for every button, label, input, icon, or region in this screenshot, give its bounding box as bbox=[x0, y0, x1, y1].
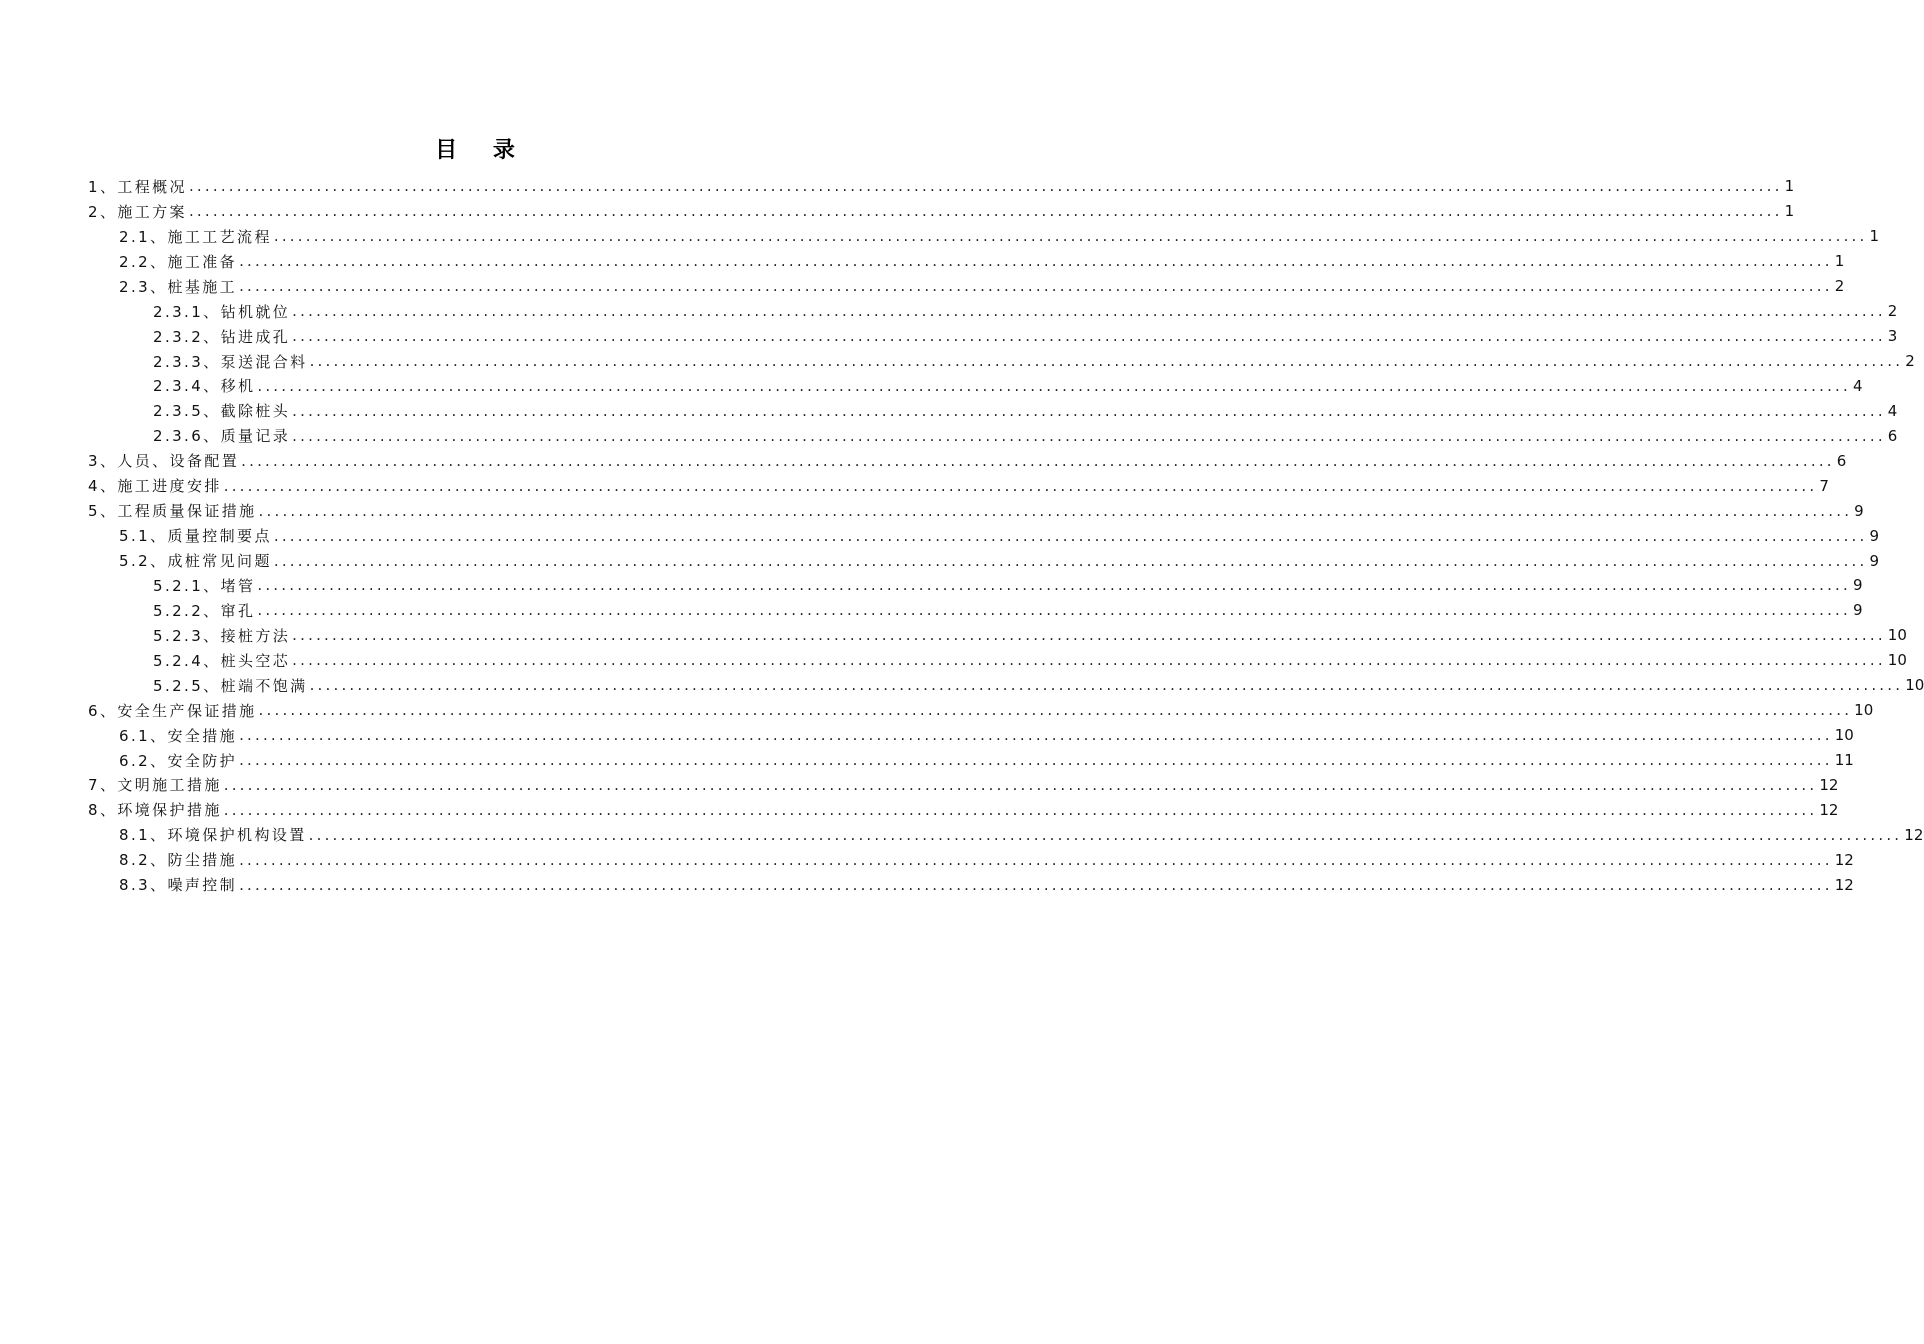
toc-entry[interactable] bbox=[0, 822, 1924, 847]
toc-entry[interactable] bbox=[0, 473, 1829, 498]
toc-title: 目 录 bbox=[435, 138, 529, 163]
toc-dot-leader: ........................................................................................................................................................................................................ bbox=[292, 626, 1886, 645]
toc-dot-leader: ........................................................................................................................................................................................................ bbox=[241, 451, 1835, 470]
toc-entry[interactable] bbox=[0, 299, 1898, 324]
toc-entry[interactable] bbox=[0, 448, 1847, 473]
toc-entry-label: 8.3、噪声控制 bbox=[119, 876, 238, 895]
toc-entry-label: 4、施工进度安排 bbox=[88, 477, 222, 496]
toc-entry[interactable] bbox=[0, 648, 1907, 673]
toc-entry-page-number: 2 bbox=[1834, 277, 1845, 296]
toc-entry[interactable] bbox=[0, 498, 1864, 523]
toc-entry-page-number: 10 bbox=[1905, 676, 1924, 695]
toc-entry-label: 5.2.1、堵管 bbox=[153, 576, 256, 595]
toc-dot-leader: ........................................................................................................................................................................................................ bbox=[223, 775, 1818, 794]
toc-entry-label: 8.1、环境保护机构设置 bbox=[119, 826, 307, 845]
toc-entry-label: 3、人员、设备配置 bbox=[88, 452, 240, 471]
toc-dot-leader: ........................................................................................................................................................................................................ bbox=[273, 526, 1868, 545]
toc-entry[interactable] bbox=[0, 573, 1863, 598]
toc-entry-page-number: 4 bbox=[1887, 401, 1898, 420]
toc-entry[interactable] bbox=[0, 773, 1839, 798]
toc-entry-label: 5.1、质量控制要点 bbox=[119, 527, 272, 546]
toc-entry[interactable] bbox=[0, 349, 1915, 374]
toc-entry[interactable] bbox=[0, 723, 1854, 748]
toc-entry-label: 2.3.2、钻进成孔 bbox=[153, 327, 291, 346]
toc-dot-leader: ........................................................................................................................................................................................................ bbox=[239, 875, 1833, 894]
toc-entry-label: 5、工程质量保证措施 bbox=[88, 502, 257, 521]
toc-entry-page-number: 11 bbox=[1834, 751, 1854, 770]
toc-entry-label: 5.2.2、窜孔 bbox=[153, 601, 256, 620]
toc-entry[interactable] bbox=[0, 398, 1898, 423]
toc-entry-page-number: 6 bbox=[1887, 426, 1898, 445]
toc-entry[interactable] bbox=[0, 174, 1795, 199]
toc-entry-page-number: 4 bbox=[1853, 376, 1863, 395]
toc-entry[interactable] bbox=[0, 623, 1907, 648]
toc-entry[interactable] bbox=[0, 797, 1839, 822]
toc-entry-label: 2、施工方案 bbox=[88, 202, 187, 221]
toc-entry[interactable] bbox=[0, 199, 1795, 224]
toc-entry-page-number: 1 bbox=[1784, 177, 1795, 196]
toc-dot-leader: ........................................................................................................................................................................................................ bbox=[223, 800, 1818, 819]
toc-dot-leader: ........................................................................................................................................................................................................ bbox=[258, 501, 1853, 520]
toc-entry[interactable] bbox=[0, 374, 1863, 399]
toc-entry-label: 5.2.4、桩头空芯 bbox=[153, 651, 291, 670]
toc-entry-page-number: 10 bbox=[1887, 651, 1907, 670]
toc-dot-leader: ........................................................................................................................................................................................................ bbox=[188, 202, 1783, 221]
toc-dot-leader: ........................................................................................................................................................................................................ bbox=[309, 352, 1904, 371]
toc-entry-page-number: 9 bbox=[1853, 576, 1863, 595]
toc-entry-label: 2.2、施工准备 bbox=[119, 252, 238, 271]
toc-entry[interactable] bbox=[0, 249, 1845, 274]
toc-entry-page-number: 12 bbox=[1819, 800, 1839, 819]
toc-dot-leader: ........................................................................................................................................................................................................ bbox=[239, 277, 1833, 296]
toc-entry-label: 6.2、安全防护 bbox=[119, 751, 238, 770]
toc-entry-page-number: 12 bbox=[1819, 775, 1839, 794]
toc-entry-page-number: 3 bbox=[1887, 327, 1898, 346]
toc-entry-page-number: 7 bbox=[1819, 476, 1829, 495]
toc-entry-label: 2.3、桩基施工 bbox=[119, 277, 238, 296]
toc-entry-page-number: 2 bbox=[1887, 302, 1898, 321]
toc-dot-leader: ........................................................................................................................................................................................................ bbox=[257, 376, 1851, 395]
toc-entry-page-number: 12 bbox=[1904, 825, 1924, 844]
toc-entry[interactable] bbox=[0, 423, 1898, 448]
toc-entry-label: 2.3.4、移机 bbox=[153, 377, 256, 396]
toc-entry[interactable] bbox=[0, 847, 1854, 872]
toc-entry-page-number: 10 bbox=[1854, 701, 1874, 720]
toc-entry-page-number: 2 bbox=[1905, 352, 1915, 371]
toc-entry-label: 7、文明施工措施 bbox=[88, 776, 222, 795]
toc-entry-page-number: 12 bbox=[1834, 875, 1854, 894]
toc-entry[interactable] bbox=[0, 274, 1845, 299]
toc-dot-leader: ........................................................................................................................................................................................................ bbox=[273, 227, 1868, 246]
toc-entry[interactable] bbox=[0, 598, 1863, 623]
toc-entry-label: 6.1、安全措施 bbox=[119, 726, 238, 745]
toc-entry-page-number: 1 bbox=[1834, 252, 1845, 271]
toc-entry[interactable] bbox=[0, 872, 1854, 897]
toc-entry-label: 5.2.5、桩端不饱满 bbox=[153, 676, 308, 695]
toc-entry[interactable] bbox=[0, 748, 1854, 773]
toc-entry-label: 2.3.3、泵送混合料 bbox=[153, 352, 308, 371]
toc-entry-label: 1、工程概况 bbox=[88, 177, 187, 196]
toc-entry[interactable] bbox=[0, 523, 1880, 548]
toc-entry-page-number: 9 bbox=[1869, 526, 1880, 545]
toc-dot-leader: ........................................................................................................................................................................................................ bbox=[308, 825, 1903, 844]
toc-dot-leader: ........................................................................................................................................................................................................ bbox=[239, 850, 1833, 869]
toc-dot-leader: ........................................................................................................................................................................................................ bbox=[292, 302, 1886, 321]
toc-entry-page-number: 1 bbox=[1784, 202, 1795, 221]
toc-entry-label: 2.1、施工工艺流程 bbox=[119, 227, 272, 246]
toc-dot-leader: ........................................................................................................................................................................................................ bbox=[292, 401, 1886, 420]
toc-dot-leader: ........................................................................................................................................................................................................ bbox=[257, 576, 1851, 595]
toc-entry[interactable] bbox=[0, 673, 1924, 698]
toc-entry-label: 2.3.5、截除桩头 bbox=[153, 402, 291, 421]
toc-entry[interactable] bbox=[0, 324, 1898, 349]
toc-entry[interactable] bbox=[0, 548, 1880, 573]
toc-dot-leader: ........................................................................................................................................................................................................ bbox=[309, 676, 1904, 695]
toc-entry-label: 2.3.6、质量记录 bbox=[153, 427, 291, 446]
toc-entry-page-number: 9 bbox=[1853, 601, 1863, 620]
toc-dot-leader: ........................................................................................................................................................................................................ bbox=[292, 327, 1886, 346]
toc-entry-page-number: 9 bbox=[1854, 501, 1864, 520]
toc-dot-leader: ........................................................................................................................................................................................................ bbox=[292, 651, 1886, 670]
toc-entry-page-number: 6 bbox=[1836, 451, 1847, 470]
toc-entry-label: 8、环境保护措施 bbox=[88, 801, 222, 820]
toc-dot-leader: ........................................................................................................................................................................................................ bbox=[273, 551, 1868, 570]
toc-entry[interactable] bbox=[0, 698, 1874, 723]
toc-entry-page-number: 10 bbox=[1887, 626, 1907, 645]
toc-entry[interactable] bbox=[0, 224, 1880, 249]
toc-entry-label: 2.3.1、钻机就位 bbox=[153, 302, 291, 321]
toc-dot-leader: ........................................................................................................................................................................................................ bbox=[292, 426, 1886, 445]
toc-dot-leader: ........................................................................................................................................................................................................ bbox=[239, 751, 1833, 770]
toc-entry-label: 8.2、防尘措施 bbox=[119, 851, 238, 870]
toc-entry-label: 5.2.3、接桩方法 bbox=[153, 626, 291, 645]
toc-entry-page-number: 10 bbox=[1834, 726, 1854, 745]
toc-dot-leader: ........................................................................................................................................................................................................ bbox=[223, 476, 1818, 495]
toc-entry-label: 6、安全生产保证措施 bbox=[88, 701, 257, 720]
toc-dot-leader: ........................................................................................................................................................................................................ bbox=[258, 701, 1853, 720]
toc-entry-label: 5.2、成桩常见问题 bbox=[119, 552, 272, 571]
toc-dot-leader: ........................................................................................................................................................................................................ bbox=[239, 252, 1833, 271]
toc-entry-page-number: 1 bbox=[1869, 227, 1880, 246]
toc-entry-page-number: 9 bbox=[1869, 551, 1880, 570]
toc-list bbox=[0, 174, 1924, 897]
toc-entry-page-number: 12 bbox=[1834, 850, 1854, 869]
toc-dot-leader: ........................................................................................................................................................................................................ bbox=[239, 726, 1833, 745]
toc-dot-leader: ........................................................................................................................................................................................................ bbox=[257, 601, 1851, 620]
toc-dot-leader: ........................................................................................................................................................................................................ bbox=[188, 177, 1783, 196]
